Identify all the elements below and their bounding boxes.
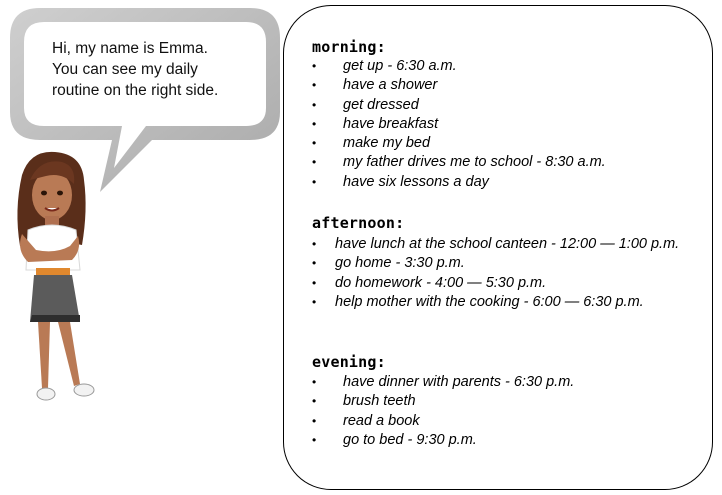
bullet: • <box>312 413 317 428</box>
girl-illustration <box>0 150 130 420</box>
section-title-afternoon: afternoon: <box>312 214 405 232</box>
bullet: • <box>312 375 317 389</box>
bullet: • <box>312 294 317 309</box>
bubble-line: You can see my daily <box>52 61 198 78</box>
bubble-line: routine on the right side. <box>52 82 219 99</box>
bullet: • <box>312 78 317 93</box>
bullet: • <box>312 174 317 189</box>
bullet: • <box>312 155 317 170</box>
section-title-morning: morning: <box>312 38 386 56</box>
bullet: • <box>312 136 317 151</box>
bullet: • <box>312 59 317 73</box>
bullet: • <box>312 97 317 112</box>
bubble-text <box>52 38 252 101</box>
bullet: • <box>312 237 317 251</box>
bullet: • <box>312 116 317 131</box>
bullet: • <box>312 432 317 447</box>
section-title-evening: evening: <box>312 353 386 371</box>
bullet: • <box>312 275 317 290</box>
bullet: • <box>312 256 317 271</box>
bullet: • <box>312 394 317 409</box>
bubble-line: Hi, my name is Emma. <box>52 40 208 57</box>
